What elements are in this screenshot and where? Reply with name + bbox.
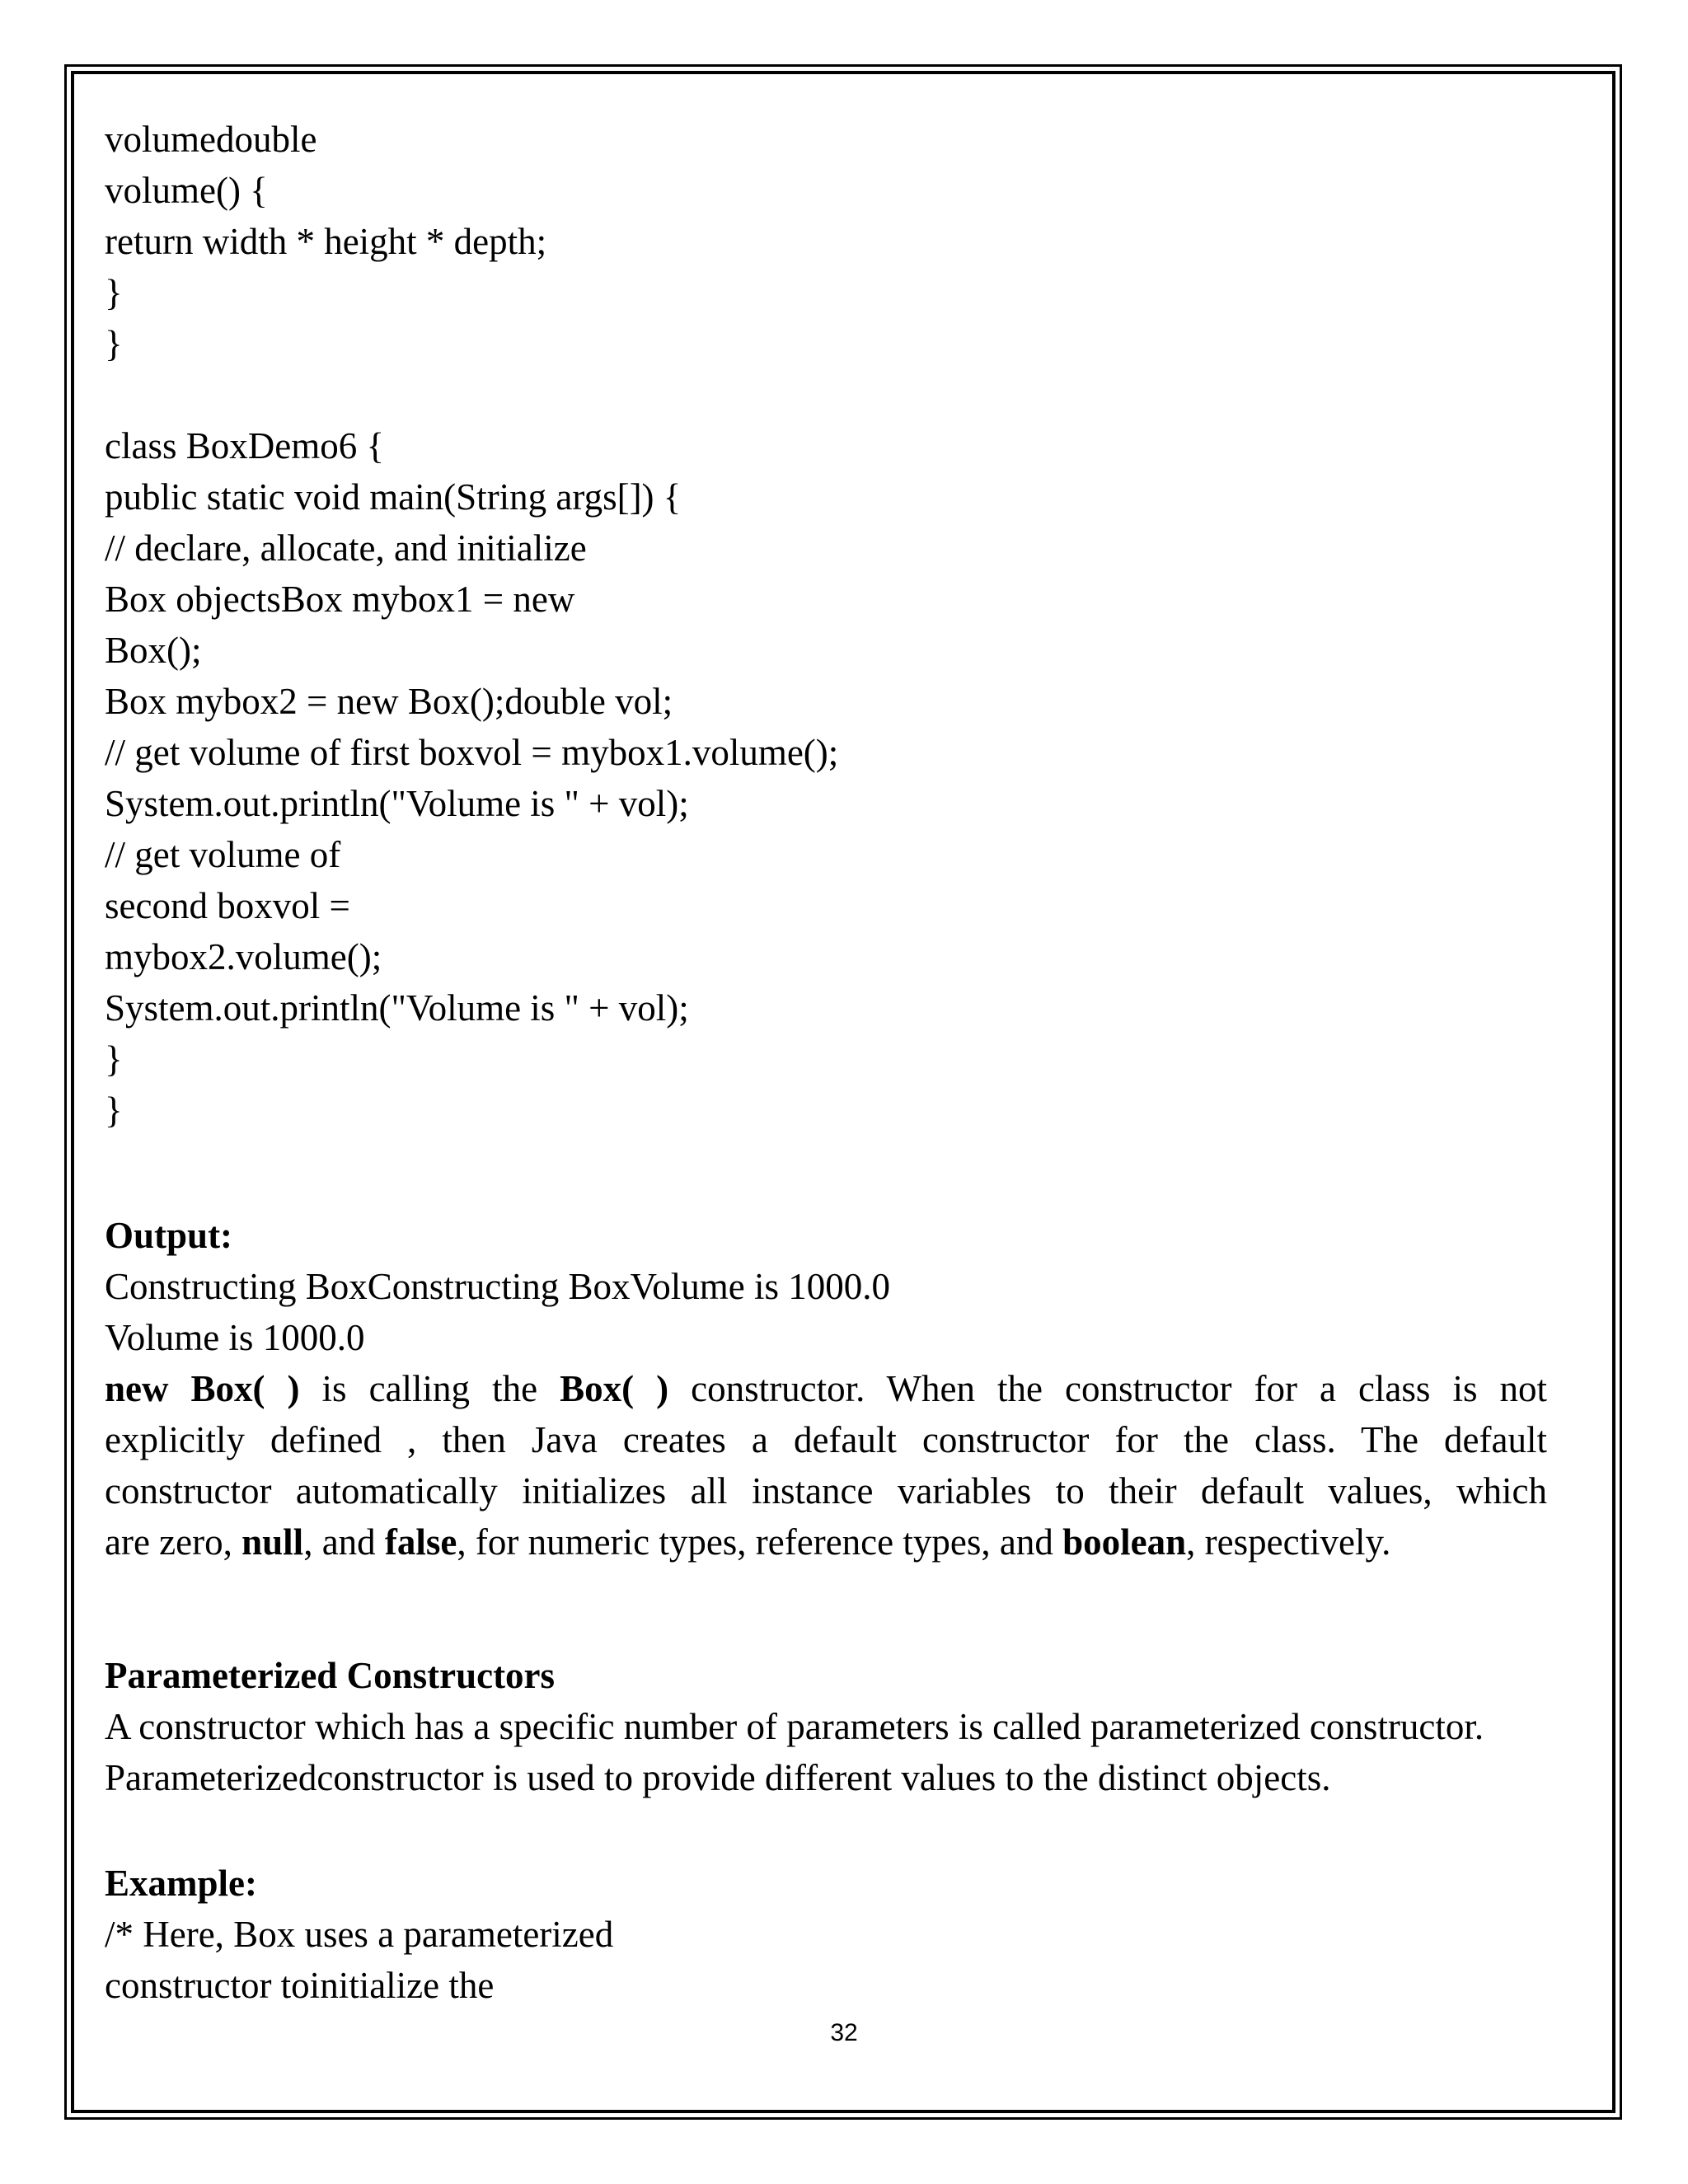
code-line: mybox2.volume();	[105, 936, 382, 977]
explanation-line: constructor automatically initializes all instance variables to their default values, which	[105, 1470, 1547, 1511]
spacer	[105, 369, 1547, 420]
keyword-boolean: boolean	[1062, 1521, 1187, 1563]
code-box-constructor: Box( )	[560, 1368, 669, 1409]
code-line: volume() {	[105, 170, 268, 211]
code-line: Box();	[105, 630, 202, 671]
page-number: 32	[830, 2019, 858, 2046]
code-line: Box objectsBox mybox1 = new	[105, 579, 575, 620]
body-line: A constructor which has a specific number of parameters is called parameterized constructor.	[105, 1706, 1484, 1747]
spacer	[105, 1803, 1547, 1858]
code-line: public static void main(String args[]) {	[105, 476, 682, 518]
spacer	[105, 1136, 1547, 1210]
code-line: second boxvol =	[105, 885, 350, 926]
code-line: }	[105, 1038, 123, 1080]
code-new-box: new Box( )	[105, 1368, 300, 1409]
code-line: /* Here, Box uses a parameterized	[105, 1914, 614, 1955]
code-line: // get volume of	[105, 834, 341, 875]
code-line: // get volume of first boxvol = mybox1.volume();	[105, 732, 839, 773]
keyword-false: false	[384, 1521, 457, 1563]
example-heading: Example:	[105, 1863, 257, 1904]
code-line: System.out.println("Volume is " + vol);	[105, 987, 689, 1029]
code-line: constructor toinitialize the	[105, 1965, 495, 2006]
code-line: System.out.println("Volume is " + vol);	[105, 783, 689, 824]
code-line: }	[105, 272, 123, 313]
code-line: // declare, allocate, and initialize	[105, 527, 587, 569]
code-line: volumedouble	[105, 119, 317, 160]
explanation-line: new Box( ) is calling the Box( ) constructor. When the constructor for a class is not	[105, 1368, 1547, 1409]
explanation-line: explicitly defined , then Java creates a default constructor for the class. The default	[105, 1419, 1547, 1460]
code-line: return width * height * depth;	[105, 221, 547, 262]
code-line: class BoxDemo6 {	[105, 425, 385, 466]
explanation-paragraph	[105, 1363, 1547, 1568]
keyword-null: null	[241, 1521, 304, 1563]
section-heading-parameterized: Parameterized Constructors	[105, 1655, 556, 1696]
output-line: Volume is 1000.0	[105, 1317, 365, 1358]
explanation-line: are zero, null, and false, for numeric types, reference types, and boolean, respectively.	[105, 1521, 1391, 1563]
code-line: Box mybox2 = new Box();double vol;	[105, 681, 673, 722]
code-line: }	[105, 1090, 123, 1131]
body-line: Parameterizedconstructor is used to provide different values to the distinct objects.	[105, 1757, 1331, 1798]
spacer	[105, 1568, 1547, 1650]
page-content	[105, 114, 1547, 2011]
output-line: Constructing BoxConstructing BoxVolume is 1000.0	[105, 1266, 890, 1307]
code-line: }	[105, 323, 123, 364]
output-heading: Output:	[105, 1215, 233, 1256]
code-block-top	[105, 114, 1547, 369]
code-block-main	[105, 420, 1547, 1136]
